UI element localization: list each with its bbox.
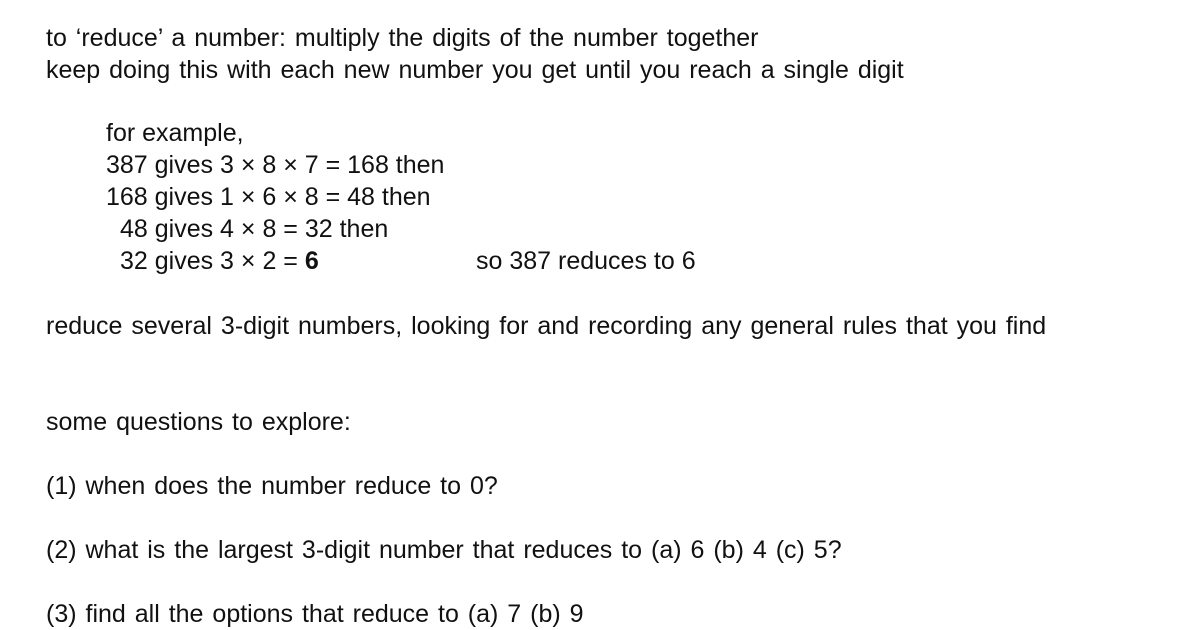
- intro-definition: to ‘reduce’ a number: multiply the digits of the number together: [46, 24, 759, 52]
- question-3: (3) find all the options that reduce to (a) 7 (b) 9: [46, 600, 584, 628]
- task-text: reduce several 3-digit numbers, looking for and recording any general rules that you find: [46, 312, 1047, 340]
- example-step-1: 387 gives 3 × 8 × 7 = 168 then: [106, 151, 445, 179]
- question-2: (2) what is the largest 3-digit number that reduces to (a) 6 (b) 4 (c) 5?: [46, 536, 842, 564]
- example-conclusion: so 387 reduces to 6: [476, 247, 696, 275]
- example-heading: for example,: [106, 119, 244, 147]
- question-1: (1) when does the number reduce to 0?: [46, 472, 498, 500]
- example-step-2: 168 gives 1 × 6 × 8 = 48 then: [106, 183, 431, 211]
- questions-heading: some questions to explore:: [46, 408, 351, 436]
- intro-instruction: keep doing this with each new number you get until you reach a single digit: [46, 56, 904, 84]
- example-step-4-text: 32 gives 3 × 2 =: [120, 247, 305, 275]
- example-step-4: [120, 246, 319, 276]
- example-final-result: 6: [304, 247, 319, 275]
- example-step-3: 48 gives 4 × 8 = 32 then: [120, 215, 389, 243]
